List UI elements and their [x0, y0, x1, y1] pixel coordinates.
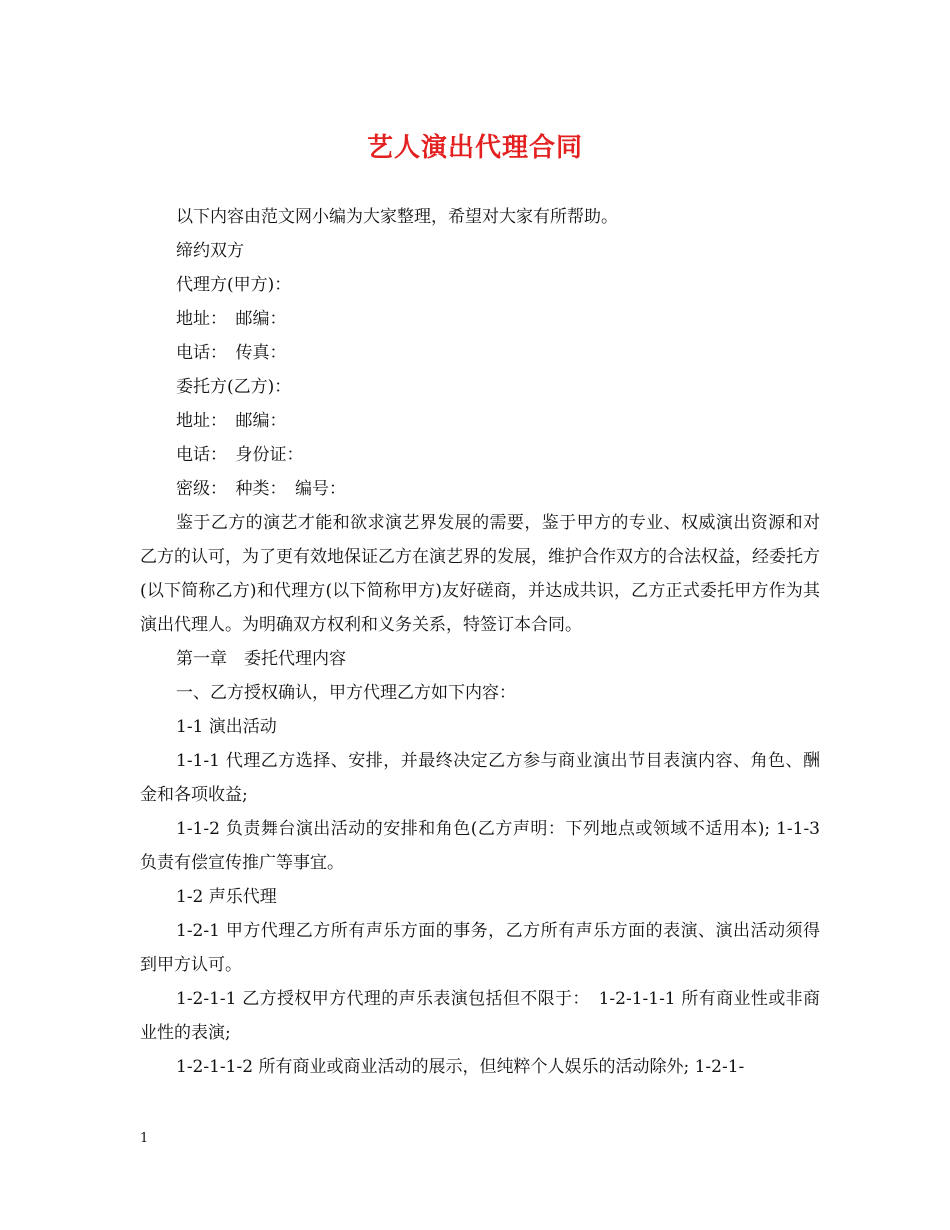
paragraph-clause-1-1-1: 1-1-1 代理乙方选择、安排，并最终决定乙方参与商业演出节目表演内容、角色、酬金和各项收益;: [140, 751, 820, 805]
paragraph-agent-phone: 电话： 传真：: [176, 343, 287, 363]
paragraph-clause-1-2-1-1: 1-2-1-1 乙方授权甲方代理的声乐表演包括但不限于： 1-2-1-1-1 所有商业性或非商业性的表演;: [140, 989, 820, 1043]
document-body: [140, 200, 820, 1084]
paragraph-recital: 鉴于乙方的演艺才能和欲求演艺界发展的需要，鉴于甲方的专业、权威演出资源和对乙方的认可，为了更有效地保证乙方在演艺界的发展，维护合作双方的合法权益，经委托方(以下简称乙方)和代理方(以下简称甲方)友好磋商，并达成共识，乙方正式委托甲方作为其演出代理人。为明确双方权利和义务关系，特签订本合同。: [140, 513, 820, 635]
paragraph-classification: 密级： 种类： 编号：: [176, 479, 346, 499]
paragraph-client-address: 地址： 邮编：: [176, 411, 287, 431]
paragraph-clause-1-2-1-1-2: 1-2-1-1-2 所有商业或商业活动的展示，但纯粹个人娱乐的活动除外; 1-2-1-: [176, 1057, 745, 1077]
paragraph-agent-party: 代理方(甲方)：: [176, 275, 292, 295]
paragraph-client-party: 委托方(乙方)：: [176, 377, 292, 397]
paragraph-clause-1-2-1: 1-2-1 甲方代理乙方所有声乐方面的事务，乙方所有声乐方面的表演、演出活动须得到甲方认可。: [140, 921, 820, 975]
paragraph-agent-address: 地址： 邮编：: [176, 309, 287, 329]
page-number: 1: [140, 1131, 149, 1146]
paragraph-intro: 以下内容由范文网小编为大家整理，希望对大家有所帮助。: [176, 207, 618, 227]
paragraph-clause-1-1-2: 1-1-2 负责舞台演出活动的安排和角色(乙方声明：下列地点或领域不适用本); 1-1-3 负责有偿宣传推广等事宜。: [140, 819, 820, 873]
paragraph-clause-1-1: 1-1 演出活动: [176, 717, 277, 737]
paragraph-clause-1-2: 1-2 声乐代理: [176, 887, 277, 907]
paragraph-chapter-one: 第一章 委托代理内容: [176, 649, 346, 669]
document-title: 艺人演出代理合同: [366, 133, 583, 163]
paragraph-client-phone: 电话： 身份证：: [176, 445, 304, 465]
paragraph-parties-heading: 缔约双方: [176, 241, 244, 261]
paragraph-section-one: 一、乙方授权确认，甲方代理乙方如下内容：: [176, 683, 516, 703]
